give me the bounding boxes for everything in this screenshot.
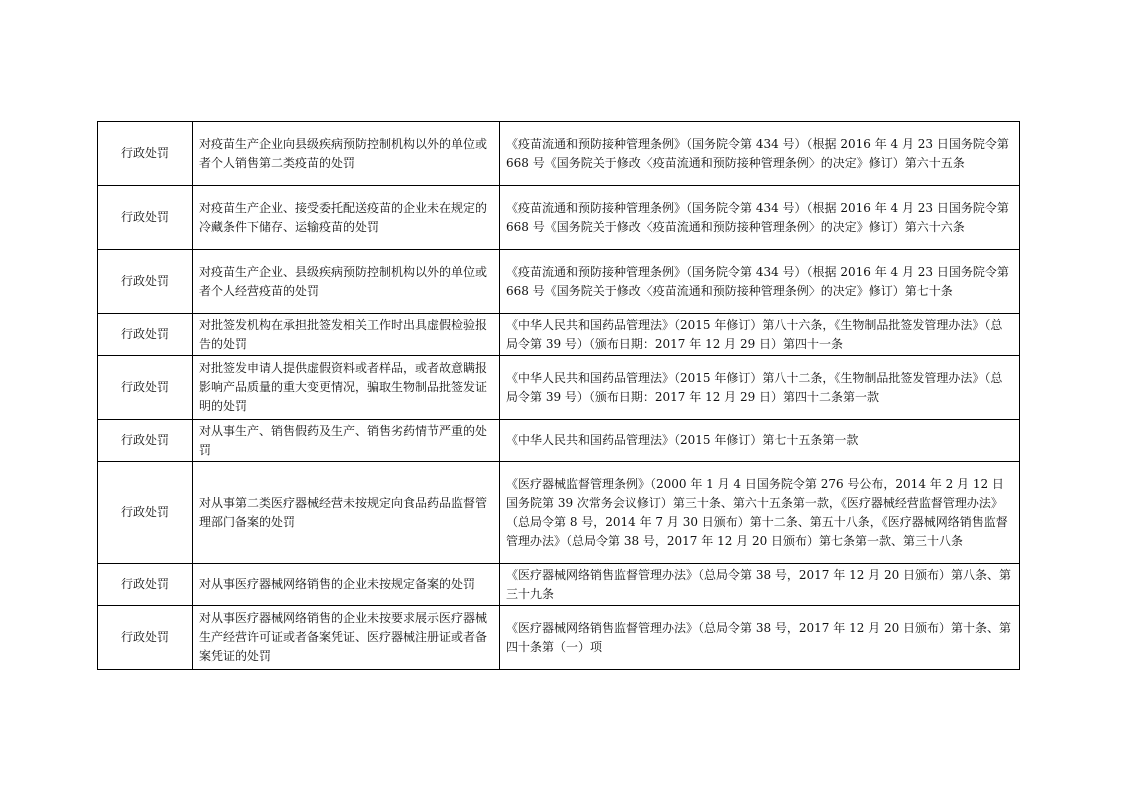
penalty-type-cell: 行政处罚 [98,250,193,314]
penalty-type-cell: 行政处罚 [98,186,193,250]
legal-basis-cell: 《医疗器械网络销售监督管理办法》（总局令第 38 号，2017 年 12 月 20 日颁布）第八条、第三十九条 [500,564,1020,606]
penalty-item-cell: 对从事第二类医疗器械经营未按规定向食品药品监督管理部门备案的处罚 [193,462,500,564]
penalty-item-cell: 对从事医疗器械网络销售的企业未按要求展示医疗器械生产经营许可证或者备案凭证、医疗器械注册证或者备案凭证的处罚 [193,606,500,670]
table-row [98,250,1020,314]
penalty-item-cell: 对批签发机构在承担批签发相关工作时出具虚假检验报告的处罚 [193,314,500,356]
table-row [98,606,1020,670]
penalty-table [97,121,1020,670]
penalty-item-cell: 对疫苗生产企业向县级疾病预防控制机构以外的单位或者个人销售第二类疫苗的处罚 [193,122,500,186]
penalty-type-cell: 行政处罚 [98,356,193,420]
table-row [98,420,1020,462]
table-row [98,564,1020,606]
legal-basis-cell: 《中华人民共和国药品管理法》（2015 年修订）第八十六条，《生物制品批签发管理办法》（总局令第 39 号）（颁布日期：2017 年 12 月 29 日）第四十一条 [500,314,1020,356]
penalty-item-cell: 对批签发申请人提供虚假资料或者样品，或者故意瞒报影响产品质量的重大变更情况，骗取生物制品批签发证明的处罚 [193,356,500,420]
penalty-type-cell: 行政处罚 [98,606,193,670]
table-row [98,314,1020,356]
penalty-type-cell: 行政处罚 [98,122,193,186]
legal-basis-cell: 《医疗器械监督管理条例》（2000 年 1 月 4 日国务院令第 276 号公布，2014 年 2 月 12 日国务院第 39 次常务会议修订）第三十条、第六十五条第一款，《医疗器械经营监督管理办法》（总局令第 8 号，2014 年 7 月 30 日颁布）第十二条、第五十八条，《医疗器械网络销售监督管理办法》（总局令第 38 号，2017 年 12 月 20 日颁布）第七条第一款、第三十八条 [500,462,1020,564]
table-row [98,186,1020,250]
legal-basis-cell: 《疫苗流通和预防接种管理条例》（国务院令第 434 号）（根据 2016 年 4 月 23 日国务院令第 668 号《国务院关于修改〈疫苗流通和预防接种管理条例〉的决定》修订）第七十条 [500,250,1020,314]
penalty-item-cell: 对疫苗生产企业、接受委托配送疫苗的企业未在规定的冷藏条件下储存、运输疫苗的处罚 [193,186,500,250]
legal-basis-cell: 《中华人民共和国药品管理法》（2015 年修订）第八十二条，《生物制品批签发管理办法》（总局令第 39 号）（颁布日期：2017 年 12 月 29 日）第四十二条第一款 [500,356,1020,420]
penalty-item-cell: 对从事医疗器械网络销售的企业未按规定备案的处罚 [193,564,500,606]
penalty-item-cell: 对从事生产、销售假药及生产、销售劣药情节严重的处罚 [193,420,500,462]
penalty-type-cell: 行政处罚 [98,564,193,606]
legal-basis-cell: 《医疗器械网络销售监督管理办法》（总局令第 38 号，2017 年 12 月 20 日颁布）第十条、第四十条第（一）项 [500,606,1020,670]
table-row [98,462,1020,564]
legal-basis-cell: 《中华人民共和国药品管理法》（2015 年修订）第七十五条第一款 [500,420,1020,462]
table-row [98,122,1020,186]
penalty-item-cell: 对疫苗生产企业、县级疾病预防控制机构以外的单位或者个人经营疫苗的处罚 [193,250,500,314]
table-row [98,356,1020,420]
legal-basis-cell: 《疫苗流通和预防接种管理条例》（国务院令第 434 号）（根据 2016 年 4 月 23 日国务院令第 668 号《国务院关于修改〈疫苗流通和预防接种管理条例〉的决定》修订）第六十六条 [500,186,1020,250]
penalty-type-cell: 行政处罚 [98,420,193,462]
legal-basis-cell: 《疫苗流通和预防接种管理条例》（国务院令第 434 号）（根据 2016 年 4 月 23 日国务院令第 668 号《国务院关于修改〈疫苗流通和预防接种管理条例〉的决定》修订）第六十五条 [500,122,1020,186]
penalty-type-cell: 行政处罚 [98,314,193,356]
penalty-type-cell: 行政处罚 [98,462,193,564]
